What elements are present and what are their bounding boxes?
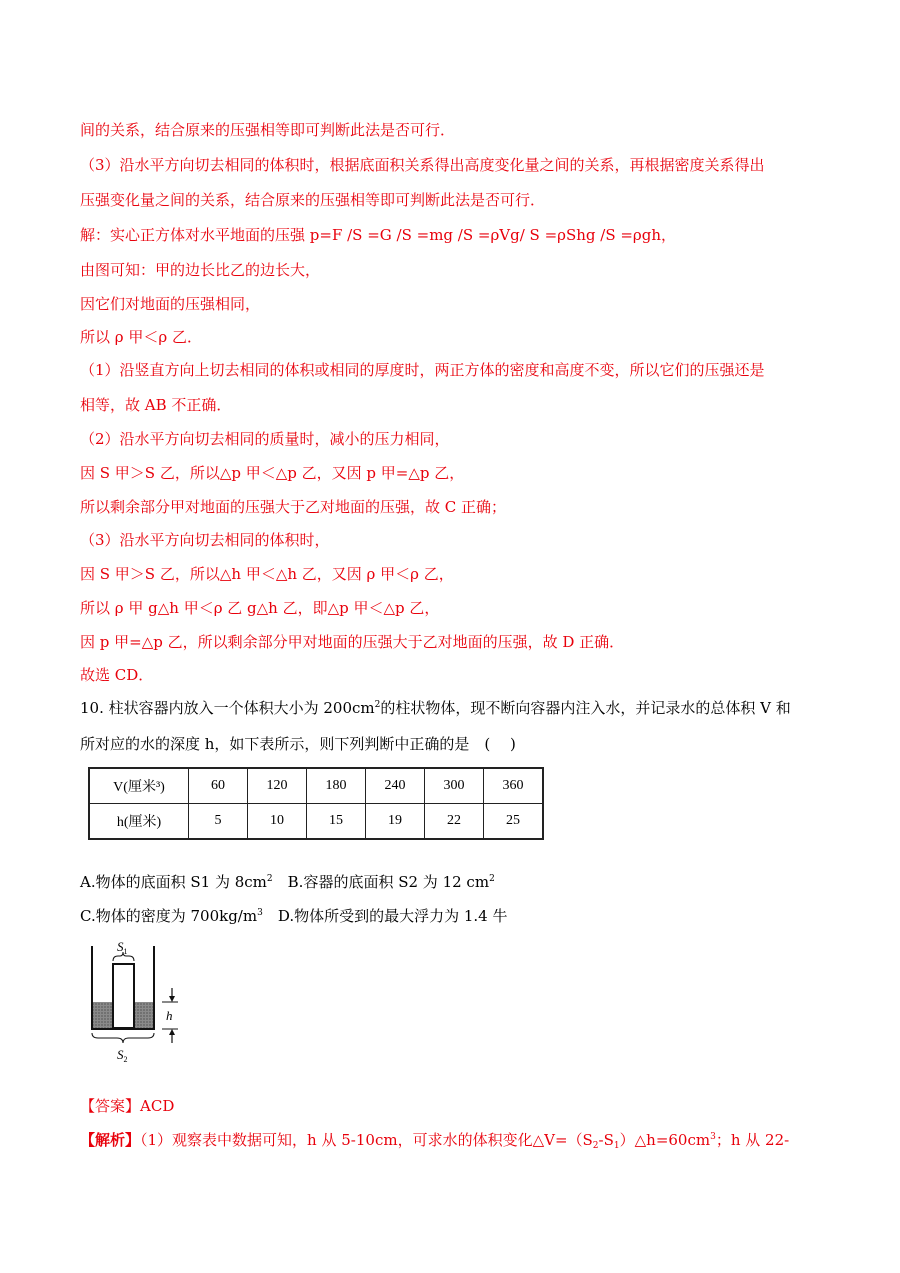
analysis-tag: 【解析】: [80, 1131, 141, 1149]
superscript: 3: [710, 1132, 716, 1142]
solution-line: 因 S 甲＞S 乙，所以△h 甲＜△h 乙，又因 ρ 甲＜ρ 乙，: [80, 565, 454, 583]
analysis-line: [80, 1130, 789, 1150]
table-cell: 15: [307, 804, 366, 840]
solution-line: 压强变化量之间的关系，结合原来的压强相等即可判断此法是否可行．: [80, 191, 546, 209]
table-cell: 10: [248, 804, 307, 840]
solution-line: 由图可知：甲的边长比乙的边长大，: [80, 261, 321, 279]
s2-label: $S_2$: [117, 1047, 128, 1064]
question-text: 的柱状物体，现不断向容器内注入水，并记录水的总体积 V 和: [380, 699, 791, 717]
solution-line: （2）沿水平方向切去相同的质量时，减小的压力相同，: [80, 430, 450, 448]
solution-line: 所以 ρ 甲＜ρ 乙．: [80, 328, 202, 346]
solution-line: （3）沿水平方向切去相同的体积时，: [80, 531, 330, 549]
solution-line: 故选 CD．: [80, 666, 154, 684]
data-table: [88, 767, 544, 840]
solution-line: 所以 ρ 甲 g△h 甲＜ρ 乙 g△h 乙，即△p 甲＜△p 乙，: [80, 599, 440, 617]
analysis-text: ；h 从 22-: [715, 1131, 790, 1149]
table-header-cell: h(厘米): [89, 804, 189, 840]
solution-line: （1）沿竖直方向上切去相同的体积或相同的厚度时，两正方体的密度和高度不变，所以它们的压强还是: [80, 361, 765, 379]
answer-line: [80, 1096, 174, 1116]
s2-brace: [92, 1033, 154, 1043]
analysis-text: ）△h=60cm: [619, 1131, 711, 1149]
h-label: h: [166, 1008, 173, 1023]
solid-object: [113, 964, 134, 1028]
table-cell: 300: [425, 768, 484, 804]
analysis-text: （1）观察表中数据可知，h 从 5-10cm，可求水的体积变化△V=（S: [140, 1131, 593, 1149]
option-c: C.物体的密度为 700kg/m: [80, 907, 258, 925]
solution-line: 因它们对地面的压强相同，: [80, 295, 261, 313]
solution-line: 相等，故 AB 不正确．: [80, 396, 232, 414]
table-cell: 25: [484, 804, 544, 840]
option-a: A.物体的底面积 S1 为 8cm: [80, 873, 267, 891]
superscript: 2: [374, 700, 381, 710]
solution-line: 解：实心正方体对水平地面的压强 p=F /S =G /S =mg /S =ρVg/ S =ρShg /S =ρgh，: [80, 226, 677, 244]
h-arrowhead-bottom: [169, 1029, 175, 1035]
question-line-1: [80, 698, 791, 718]
table-cell: 5: [189, 804, 248, 840]
container-diagram: [80, 940, 200, 1070]
table-cell: 60: [189, 768, 248, 804]
table-cell: 360: [484, 768, 544, 804]
table-cell: 240: [366, 768, 425, 804]
question-text: 10. 柱状容器内放入一个体积大小为 200cm: [80, 699, 375, 717]
table-row: [89, 768, 543, 804]
solution-line: 所以剩余部分甲对地面的压强大于乙对地面的压强，故 C 正确；: [80, 498, 507, 516]
table-cell: 22: [425, 804, 484, 840]
solution-line: 因 S 甲＞S 乙，所以△p 甲＜△p 乙，又因 p 甲=△p 乙，: [80, 464, 465, 482]
table-cell: 19: [366, 804, 425, 840]
options-line-1: [80, 872, 495, 892]
answer-tag: 【答案】: [80, 1097, 141, 1115]
s1-label: $S_1$: [117, 940, 128, 956]
analysis-text: -S: [598, 1131, 614, 1149]
subscript: 1: [613, 1141, 620, 1151]
superscript: 2: [489, 874, 495, 884]
table-header-cell: V(厘米³): [89, 768, 189, 804]
options-line-2: [80, 906, 508, 926]
superscript: 3: [257, 908, 263, 918]
solution-line: （3）沿水平方向切去相同的体积时，根据底面积关系得出高度变化量之间的关系，再根据密度关系得出: [80, 156, 765, 174]
superscript: 2: [266, 874, 273, 884]
h-arrowhead-top: [169, 996, 175, 1002]
subscript: 2: [592, 1141, 599, 1151]
table-row: [89, 804, 543, 840]
table-cell: 180: [307, 768, 366, 804]
question-line-2: 所对应的水的深度 h，如下表所示，则下列判断中正确的是 ( ): [80, 735, 516, 753]
solution-line: 因 p 甲=△p 乙，所以剩余部分甲对地面的压强大于乙对地面的压强，故 D 正确．: [80, 633, 625, 651]
answer-value: ACD: [140, 1097, 175, 1115]
option-b: B.容器的底面积 S2 为 12 cm: [287, 873, 490, 891]
solution-line: 间的关系，结合原来的压强相等即可判断此法是否可行．: [80, 121, 456, 139]
option-d: D.物体所受到的最大浮力为 1.4 牛: [277, 907, 508, 925]
table-cell: 120: [248, 768, 307, 804]
